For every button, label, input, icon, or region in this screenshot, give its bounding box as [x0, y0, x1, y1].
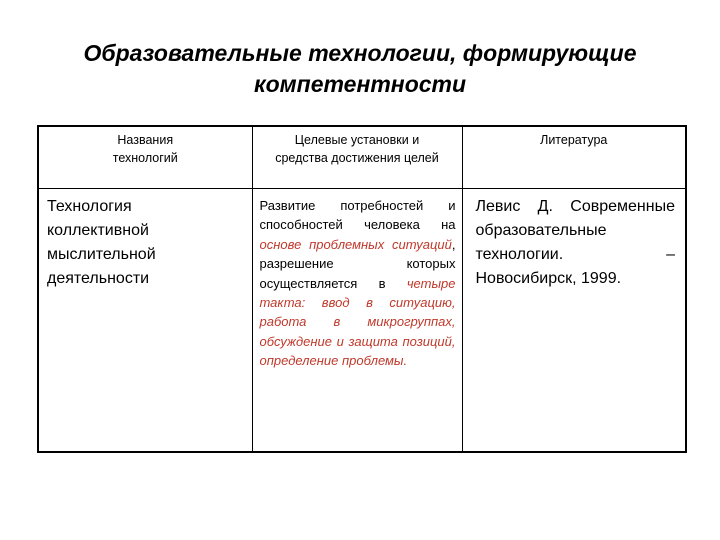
technology-name-cell — [38, 189, 252, 453]
goals-text-part3: , разрешение которых осуществляется в — [259, 236, 456, 291]
technology-name-text: Технология коллективной мыслительной деятельности — [47, 198, 156, 287]
header-goals-text: Целевые установки и средства достижения целей — [275, 133, 439, 165]
header-literature-text: Литература — [540, 133, 608, 147]
goals-text-part1: Развитие потребностей и способностей человека на — [259, 198, 456, 233]
header-names-text: Названия технологий — [112, 133, 178, 165]
table-row — [38, 189, 686, 453]
goals-text-highlight2: четыре такта: ввод в ситуацию, работа в микрогруппах, обсуждение и защита позиций, определение проблемы. — [259, 275, 456, 369]
header-cell-goals — [252, 126, 462, 189]
slide-title: Образовательные технологии, формирующие компетентности — [83, 40, 637, 97]
literature-text: Левис Д. Современные образовательные технологии. – Новосибирск, 1999. — [475, 198, 675, 287]
literature-cell — [462, 189, 686, 453]
table-header-row — [38, 126, 686, 189]
header-cell-names — [38, 126, 252, 189]
technologies-table — [37, 125, 687, 453]
goals-text-highlight1: основе проблемных ситуаций — [259, 236, 452, 252]
goals-cell — [252, 189, 462, 453]
header-cell-literature — [462, 126, 686, 189]
